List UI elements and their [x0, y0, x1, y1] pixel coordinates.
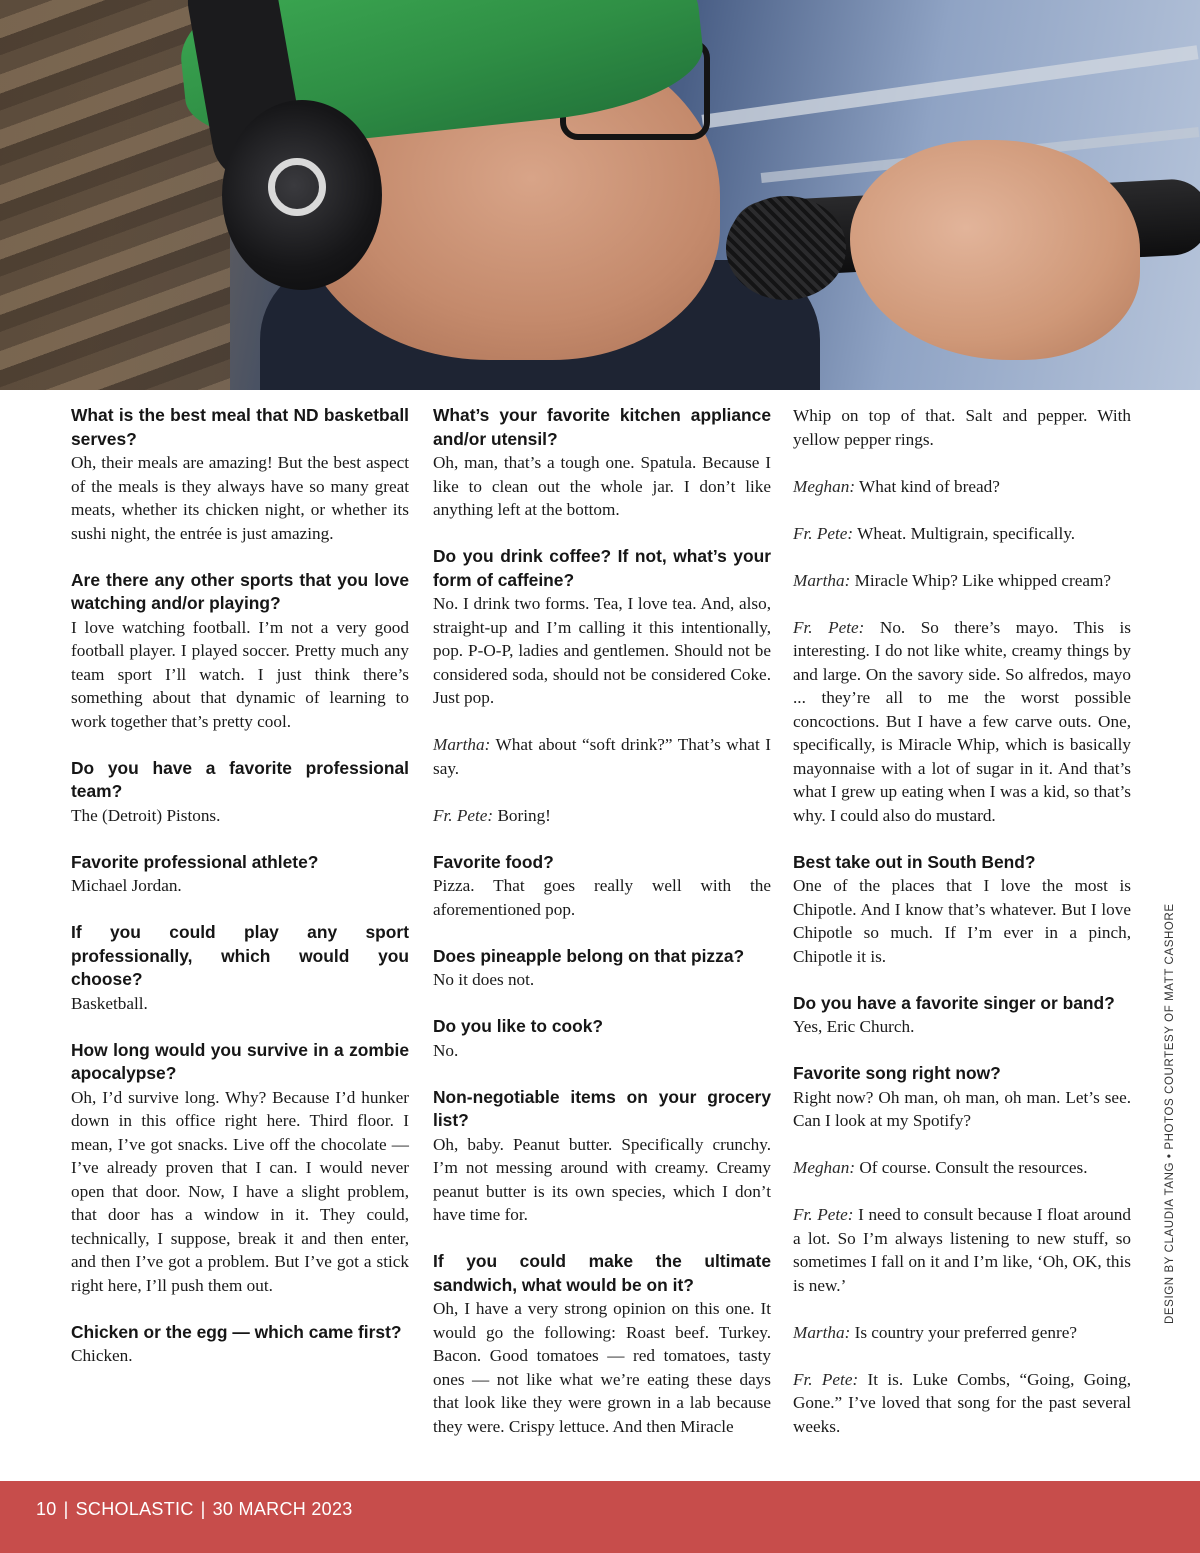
answer: Oh, man, that’s a tough one. Spatula. Because I like to clean out the whole jar. I don’t like anything left at the bottom. [433, 453, 771, 519]
footer-folio [36, 1499, 353, 1520]
answer: Basketball. [71, 993, 148, 1013]
page-number: 10 [36, 1499, 57, 1519]
dialogue-text: I need to consult because I float around a lot. So I’m always listening to new stuff, so sometimes I fall on it and I’m like, ‘Oh, OK, this is new.’ [793, 1205, 1131, 1295]
speaker-name: Fr. Pete: [793, 617, 865, 637]
dialogue-text: Boring! [497, 805, 551, 825]
column-2 [433, 404, 771, 1438]
answer: Oh, I have a very strong opinion on this one. It would go the following: Roast beef. Turkey. Bacon. Good tomatoes — red tomatoes, tasty ones — not like what we’re eating these days that look like they were grown in a lab because they were. Crispy lettuce. And then Miracle [433, 1299, 771, 1436]
dialogue-line [793, 1203, 1131, 1297]
publication-name: SCHOLASTIC [75, 1499, 194, 1519]
question: Best take out in South Bend? [793, 851, 1036, 872]
stadium-railing [701, 45, 1198, 128]
answer-continued: Whip on top of that. Salt and pepper. With yellow pepper rings. [793, 406, 1131, 449]
dialogue-line [793, 475, 1131, 499]
speaker-name: Martha: [793, 570, 851, 590]
question: Do you have a favorite singer or band? [793, 992, 1115, 1013]
speaker-name: Fr. Pete: [433, 805, 494, 825]
question: Does pineapple belong on that pizza? [433, 945, 745, 966]
dialogue-text: What about “soft drink?” That’s what I say. [433, 735, 771, 778]
speaker-name: Fr. Pete: [793, 1369, 859, 1389]
dialogue-line [793, 616, 1131, 828]
dialogue-text: Miracle Whip? Like whipped cream? [854, 570, 1112, 590]
question: Do you like to cook? [433, 1016, 604, 1036]
dialogue-text: Of course. Consult the resources. [859, 1158, 1088, 1177]
dialogue-text: What kind of bread? [859, 476, 1000, 496]
header-photo [0, 0, 1200, 390]
dialogue-line [433, 733, 771, 780]
issue-date: 30 MARCH 2023 [212, 1499, 353, 1519]
answer: Yes, Eric Church. [793, 1017, 915, 1036]
dialogue-text: Wheat. Multigrain, specifically. [857, 523, 1076, 543]
answer: No. I drink two forms. Tea, I love tea. And, also, straight-up and I’m calling it this intentionally, pop. P-O-P, ladies and gentlemen. Should not be considered soda, should not be considered Coke. Just pop. [433, 594, 771, 707]
dialogue-line [793, 569, 1131, 593]
dialogue-line [433, 804, 771, 828]
answer: Right now? Oh man, oh man, oh man. Let’s see. Can I look at my Spotify? [793, 1087, 1131, 1130]
dialogue-line [793, 522, 1131, 546]
dialogue-text: It is. Luke Combs, “Going, Going, Gone.” I’ve loved that song for the past several weeks. [793, 1369, 1131, 1436]
speaker-name: Martha: [433, 735, 491, 754]
speaker-name: Fr. Pete: [793, 523, 854, 543]
answer: One of the places that I love the most is Chipotle. And I know that’s whatever. But I love Chipotle so much. If I’m ever in a pinch, Chipotle it is. [793, 876, 1131, 966]
answer: Oh, I’d survive long. Why? Because I’d hunker down in this office right here. Third floor. I mean, I’ve got snacks. Live off the chocolate — I’ve already proven that I can. I would never open that door. Now, I have a slight problem, that door has a window in it. They could, technically, I suppose, break it and then enter, and then I’ve got a problem. But I’ve got a stick right here, I’ll push them out. [71, 1087, 409, 1295]
speaker-name: Fr. Pete: [793, 1205, 854, 1224]
speaker-name: Meghan: [793, 476, 856, 496]
question: Do you have a favorite professional team? [71, 757, 409, 801]
question: Are there any other sports that you love watching and/or playing? [71, 569, 409, 613]
answer: No. [433, 1040, 459, 1060]
footer-separator: | [200, 1499, 206, 1519]
question: Non-negotiable items on your grocery list? [433, 1086, 771, 1130]
answer: Michael Jordan. [71, 876, 182, 895]
column-1 [71, 404, 409, 1368]
column-3 [793, 404, 1131, 1438]
answer: No it does not. [433, 970, 535, 989]
dialogue-text: No. So there’s mayo. This is interesting. I do not like white, creamy things by and large. On the savory side. So alfredos, mayo ... they’re all to me the worst possible concoctions. But I have a few carve outs. One, specifically, is Miracle Whip, which is basically mayonnaise with a lot of sugar in it. And that’s what I grew up eating when I was a kid, so that’s why. I could also do mustard. [793, 617, 1132, 825]
question: What is the best meal that ND basketball serves? [71, 405, 409, 449]
question: If you could play any sport professionally, which would you choose? [71, 922, 409, 989]
answer: Pizza. That goes really well with the aforementioned pop. [433, 876, 771, 919]
hand [850, 140, 1140, 360]
question: Chicken or the egg — which came first? [71, 1321, 402, 1342]
photo-credit: DESIGN BY CLAUDIA TANG • PHOTOS COURTESY OF MATT CASHORE [1164, 903, 1176, 1324]
answer: Oh, their meals are amazing! But the best aspect of the meals is they always have so many great meats, whether its chicken night, or whether its sushi night, the entrée is just amazing. [71, 453, 409, 543]
question: Favorite food? [433, 851, 554, 872]
question: If you could make the ultimate sandwich, what would be on it? [433, 1251, 771, 1295]
dialogue-text: Is country your preferred genre? [854, 1322, 1077, 1342]
question: What’s your favorite kitchen appliance and/or utensil? [433, 405, 771, 449]
speaker-name: Martha: [793, 1322, 851, 1342]
answer: Chicken. [71, 1346, 133, 1365]
microphone-grille [726, 196, 846, 300]
answer: I love watching football. I’m not a very good football player. I played soccer. Pretty much any team sport I’ll watch. I just think there’s something about that dynamic of learning to work together that’s pretty cool. [71, 617, 409, 731]
question: How long would you survive in a zombie apocalypse? [71, 1039, 409, 1083]
dialogue-line [793, 1368, 1131, 1439]
question: Favorite song right now? [793, 1063, 1001, 1083]
dialogue-line [793, 1321, 1131, 1345]
speaker-name: Meghan: [793, 1158, 856, 1177]
answer: The (Detroit) Pistons. [71, 805, 221, 825]
dialogue-line [793, 1156, 1131, 1180]
answer: Oh, baby. Peanut butter. Specifically crunchy. I’m not messing around with creamy. Creamy peanut butter is its own species, which I don’t have time for. [433, 1134, 771, 1224]
footer-separator: | [63, 1499, 69, 1519]
question: Favorite professional athlete? [71, 851, 319, 872]
question: Do you drink coffee? If not, what’s your form of caffeine? [433, 546, 771, 590]
headphone-logo-icon [268, 158, 326, 216]
